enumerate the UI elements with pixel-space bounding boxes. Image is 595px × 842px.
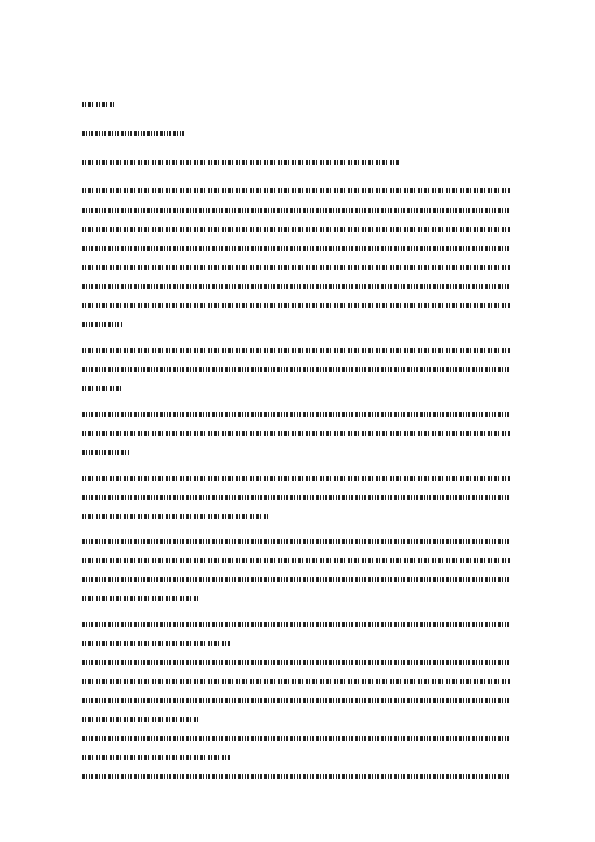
text-line <box>82 660 510 665</box>
text-line <box>82 188 510 193</box>
text-line <box>82 622 510 627</box>
text-line <box>82 698 510 703</box>
text-line <box>82 303 510 308</box>
text-line <box>82 755 230 760</box>
text-line <box>82 348 510 353</box>
text-line <box>82 577 510 582</box>
text-line <box>82 450 130 455</box>
text-line <box>82 774 510 779</box>
text-line <box>82 208 510 213</box>
text-line <box>82 265 510 270</box>
text-line <box>82 322 122 327</box>
text-line <box>82 679 510 684</box>
text-line <box>82 431 510 436</box>
text-line <box>82 514 268 519</box>
date-line <box>82 131 186 136</box>
document-note <box>0 0 1 1</box>
text-line <box>82 246 510 251</box>
header-line <box>82 102 114 107</box>
text-line <box>82 367 510 372</box>
text-line <box>82 476 510 481</box>
text-line <box>82 539 510 544</box>
text-line <box>82 412 510 417</box>
text-line <box>82 641 230 646</box>
text-line <box>82 736 510 741</box>
text-line <box>82 284 510 289</box>
text-line <box>82 227 510 232</box>
text-line <box>82 495 510 500</box>
title-line <box>82 160 400 165</box>
text-line <box>82 386 122 391</box>
text-line <box>82 717 200 722</box>
text-line <box>82 596 200 601</box>
text-line <box>82 558 510 563</box>
